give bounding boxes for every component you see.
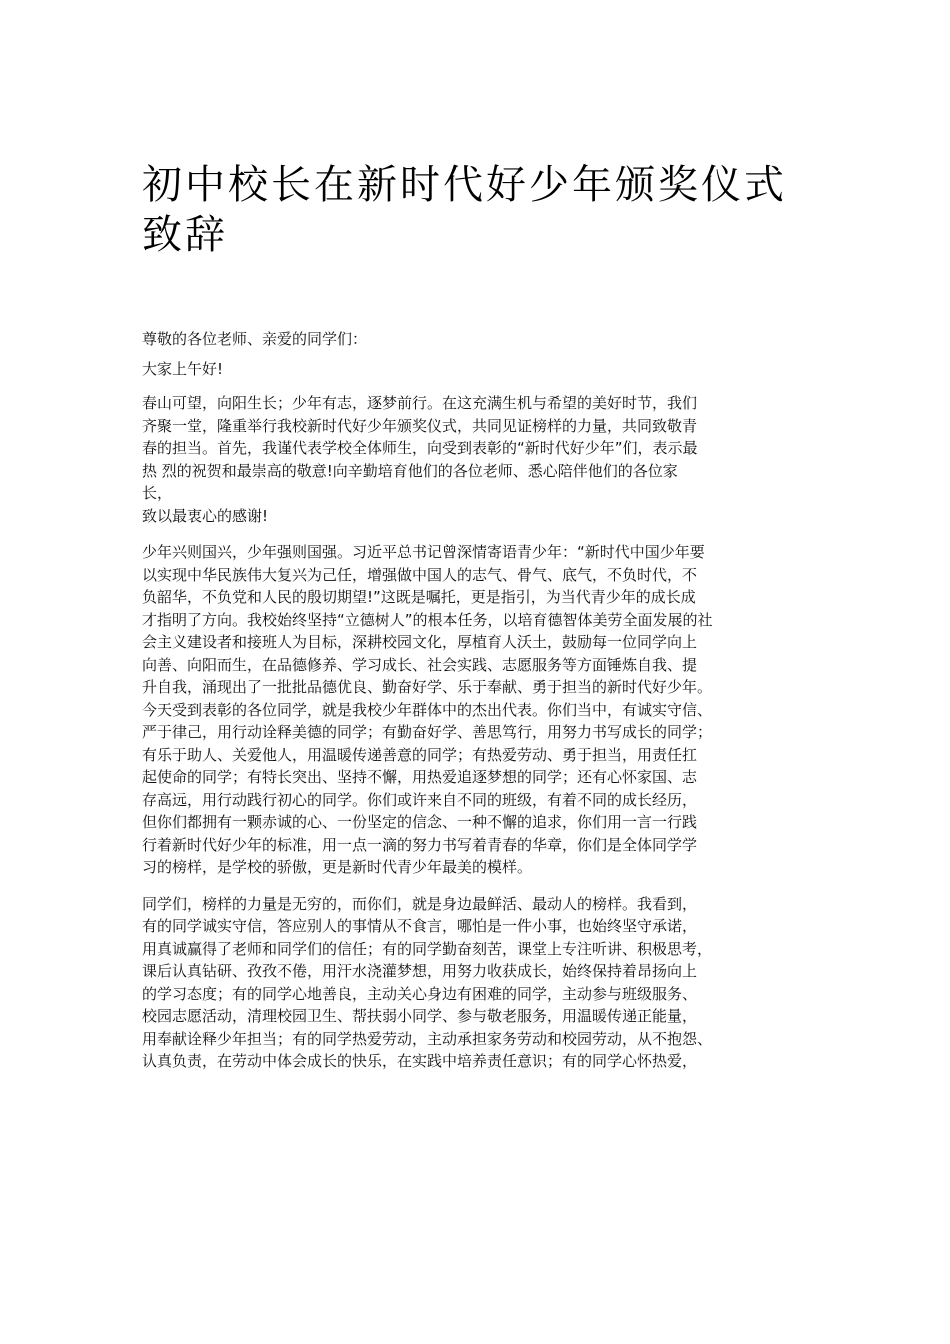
paragraph-line: 用奉献诠释少年担当；有的同学热爱劳动，主动承担家务劳动和校园劳动，从不抱怨、 — [142, 1029, 713, 1048]
paragraph-line: 有的同学诚实守信，答应别人的事情从不食言，哪怕是一件小事，也始终坚守承诺， — [142, 917, 698, 935]
paragraph-line: 起使命的同学；有特长突出、坚持不懈，用热爱追逐梦想的同学；还有心怀家国、志 — [142, 768, 698, 786]
paragraph-3 — [142, 893, 817, 1073]
paragraph-line: 有乐于助人、关爱他人，用温暖传递善意的同学；有热爱劳动、勇于担当，用责任扛 — [142, 745, 698, 764]
paragraph-line: 会主义建设者和接班人为目标，深耕校园文化，厚植育人沃土，鼓励每一位同学向上 — [142, 633, 698, 651]
paragraph-line: 负韶华，不负党和人民的殷切期望!”这既是嘱托，更是指引，为当代青少年的成长成 — [142, 588, 696, 606]
paragraph-line: 存高远，用行动践行初心的同学。你们或许来自不同的班级，有着不同的成长经历， — [142, 790, 698, 809]
paragraph-line: 少年兴则国兴，少年强则国强。习近平总书记曾深情寄语青少年：“新时代中国少年要 — [142, 543, 705, 561]
title-line-1: 初中校长在新时代好少年颁奖仪式 — [142, 162, 787, 208]
paragraph-line: 向善、向阳而生，在品德修养、学习成长、社会实践、志愿服务等方面锤炼自我、提 — [142, 655, 698, 674]
paragraph-line: 认真负责，在劳动中体会成长的快乐，在实践中培养责任意识；有的同学心怀热爱， — [142, 1052, 698, 1070]
paragraph-line: 以实现中华民族伟大复兴为己任，增强做中国人的志气、骨气、底气，不负时代，不 — [142, 565, 698, 584]
paragraph-line: 升自我，涌现出了一批批品德优良、勤奋好学、乐于奉献、勇于担当的新时代好少年。 — [142, 678, 713, 696]
salutation: 尊敬的各位老师、亲爱的同学们： — [142, 330, 368, 348]
paragraph-2 — [142, 541, 817, 879]
paragraph-line: 长， — [142, 484, 173, 502]
paragraph-line: 课后认真钻研、孜孜不倦，用汗水浇灌梦想，用努力收获成长，始终保持着昂扬向上 — [142, 962, 698, 980]
paragraph-line: 春的担当。首先，我谨代表学校全体师生，向受到表彰的“新时代好少年”们，表示最 — [142, 439, 698, 457]
paragraph-line: 同学们，榜样的力量是无穷的，而你们，就是身边最鲜活、最动人的榜样。我看到， — [142, 894, 698, 913]
document-page — [142, 160, 817, 1073]
document-title — [142, 160, 812, 260]
paragraph-line: 春山可望，向阳生长；少年有志，逐梦前行。在这充满生机与希望的美好时节，我们 — [142, 394, 698, 412]
paragraph-line: 严于律己，用行动诠释美德的同学；有勤奋好学、善思笃行，用努力书写成长的同学； — [142, 723, 713, 741]
greeting: 大家上午好! — [142, 359, 224, 378]
paragraph-line: 才指明了方向。我校始终坚持“立德树人”的根本任务，以培育德智体美劳全面发展的社 — [142, 610, 713, 629]
paragraph-line: 齐聚一堂，隆重举行我校新时代好少年颁奖仪式，共同见证榜样的力量，共同致敬青 — [142, 416, 698, 435]
paragraph-line: 热 烈的祝贺和最崇高的敬意!向辛勤培育他们的各位老师、悉心陪伴他们的各位家 — [142, 461, 678, 480]
paragraph-line: 但你们都拥有一颗赤诚的心、一份坚定的信念、一种不懈的追求，你们用一言一行践 — [142, 813, 698, 831]
paragraph-line: 致以最衷心的感谢! — [142, 506, 269, 525]
paragraph-line: 习的榜样，是学校的骄傲，更是新时代青少年最美的模样。 — [142, 858, 533, 876]
paragraph-line: 校园志愿活动，清理校园卫生、帮扶弱小同学、参与敬老服务，用温暖传递正能量， — [142, 1007, 698, 1025]
title-line-2: 致辞 — [142, 212, 228, 258]
paragraph-line: 今天受到表彰的各位同学，就是我校少年群体中的杰出代表。你们当中，有诚实守信、 — [142, 700, 713, 719]
paragraph-line: 用真诚赢得了老师和同学们的信任；有的同学勤奋刻苦，课堂上专注听讲、积极思考， — [142, 939, 713, 958]
paragraph-line: 行着新时代好少年的标准，用一点一滴的努力书写着青春的华章，你们是全体同学学 — [142, 835, 698, 854]
paragraph-line: 的学习态度；有的同学心地善良，主动关心身边有困难的同学，主动参与班级服务、 — [142, 984, 698, 1003]
paragraph-1 — [142, 392, 817, 527]
